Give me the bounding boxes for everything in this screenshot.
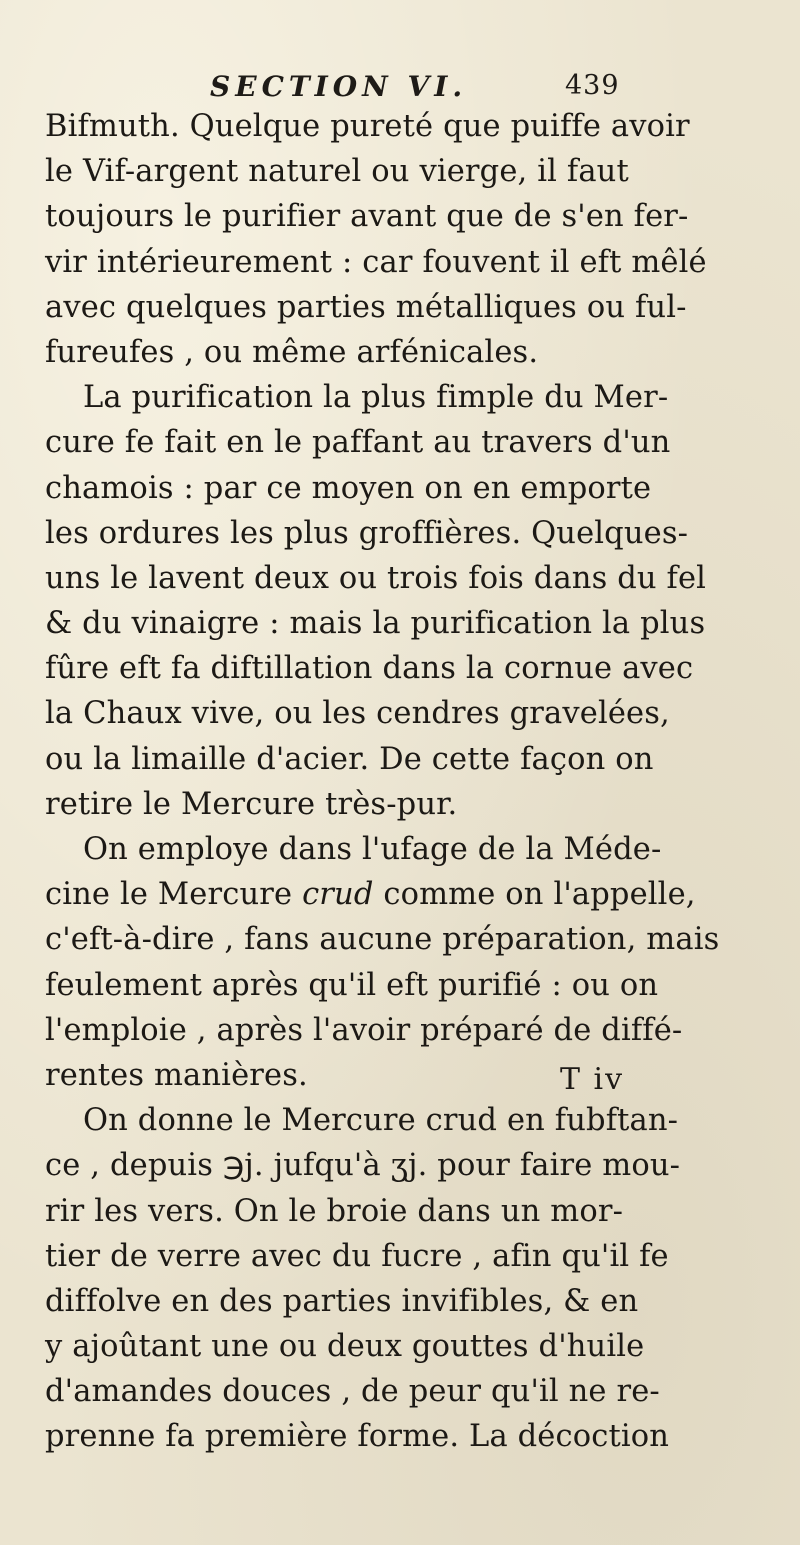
text-line: ou la limaille d'acier. De cette façon on xyxy=(45,741,654,777)
text-line: ce , depuis ℈j. jufqu'à ʒj. pour faire mou- xyxy=(45,1148,681,1184)
text-segment: cine le Mercure xyxy=(45,877,293,913)
text-line: d'amandes douces , de peur qu'il ne re- xyxy=(45,1374,660,1410)
text-line: retire le Mercure très-pur. xyxy=(45,786,458,822)
text-line: la Chaux vive, ou les cendres gravelées, xyxy=(45,696,670,732)
text-line: cure fe fait en le paffant au travers d'un xyxy=(45,425,671,461)
text-line: diffolve en des parties invifibles, & en xyxy=(45,1283,639,1319)
text-line: & du vinaigre : mais la purification la plus xyxy=(45,606,706,642)
text-line: Bifmuth. Quelque pureté que puiffe avoir xyxy=(45,109,690,144)
text-line: tier de verre avec du fucre , afin qu'il fe xyxy=(45,1238,669,1274)
text-line: avec quelques parties métalliques ou ful- xyxy=(45,289,687,325)
paragraph-start-line: On employe dans l'ufage de la Méde- xyxy=(83,832,662,867)
running-title: SECTION VI. xyxy=(210,70,468,103)
body-text xyxy=(45,104,790,1460)
paragraph-start-line: La purification la plus fimple du Mer- xyxy=(83,380,669,416)
text-line: l'emploie , après l'avoir préparé de diffé- xyxy=(45,1012,683,1048)
text-line xyxy=(45,872,790,917)
text-line: y ajoûtant une ou deux gouttes d'huile xyxy=(45,1329,645,1365)
text-line: vir intérieurement : car fouvent il eft mêlé xyxy=(45,244,707,280)
text-line: rir les vers. On le broie dans un mor- xyxy=(45,1193,624,1229)
text-line: feulement après qu'il eft purifié : ou on xyxy=(45,967,659,1003)
signature-mark: T iv xyxy=(560,1062,625,1097)
text-segment: comme on l'appelle, xyxy=(383,877,696,913)
page-number: 439 xyxy=(565,70,620,101)
text-line: uns le lavent deux ou trois fois dans du fel xyxy=(45,560,707,596)
text-line: chamois : par ce moyen on en emporte xyxy=(45,470,652,506)
text-line: rentes manières. xyxy=(45,1057,308,1093)
italic-word: crud xyxy=(302,877,374,913)
text-line: toujours le purifier avant que de s'en fer- xyxy=(45,199,689,235)
text-line: c'eft-à-dire , fans aucune préparation, mais xyxy=(45,922,720,958)
text-line: le Vif-argent naturel ou vierge, il faut xyxy=(45,154,629,190)
text-line: fûre eft fa diftillation dans la cornue avec xyxy=(45,651,694,687)
text-line: fureufes , ou même arfénicales. xyxy=(45,334,539,370)
paragraph-start-line: On donne le Mercure crud en fubftan- xyxy=(83,1103,679,1139)
text-line: prenne fa première forme. La décoction xyxy=(45,1419,670,1455)
text-line: les ordures les plus groffières. Quelques- xyxy=(45,515,689,551)
